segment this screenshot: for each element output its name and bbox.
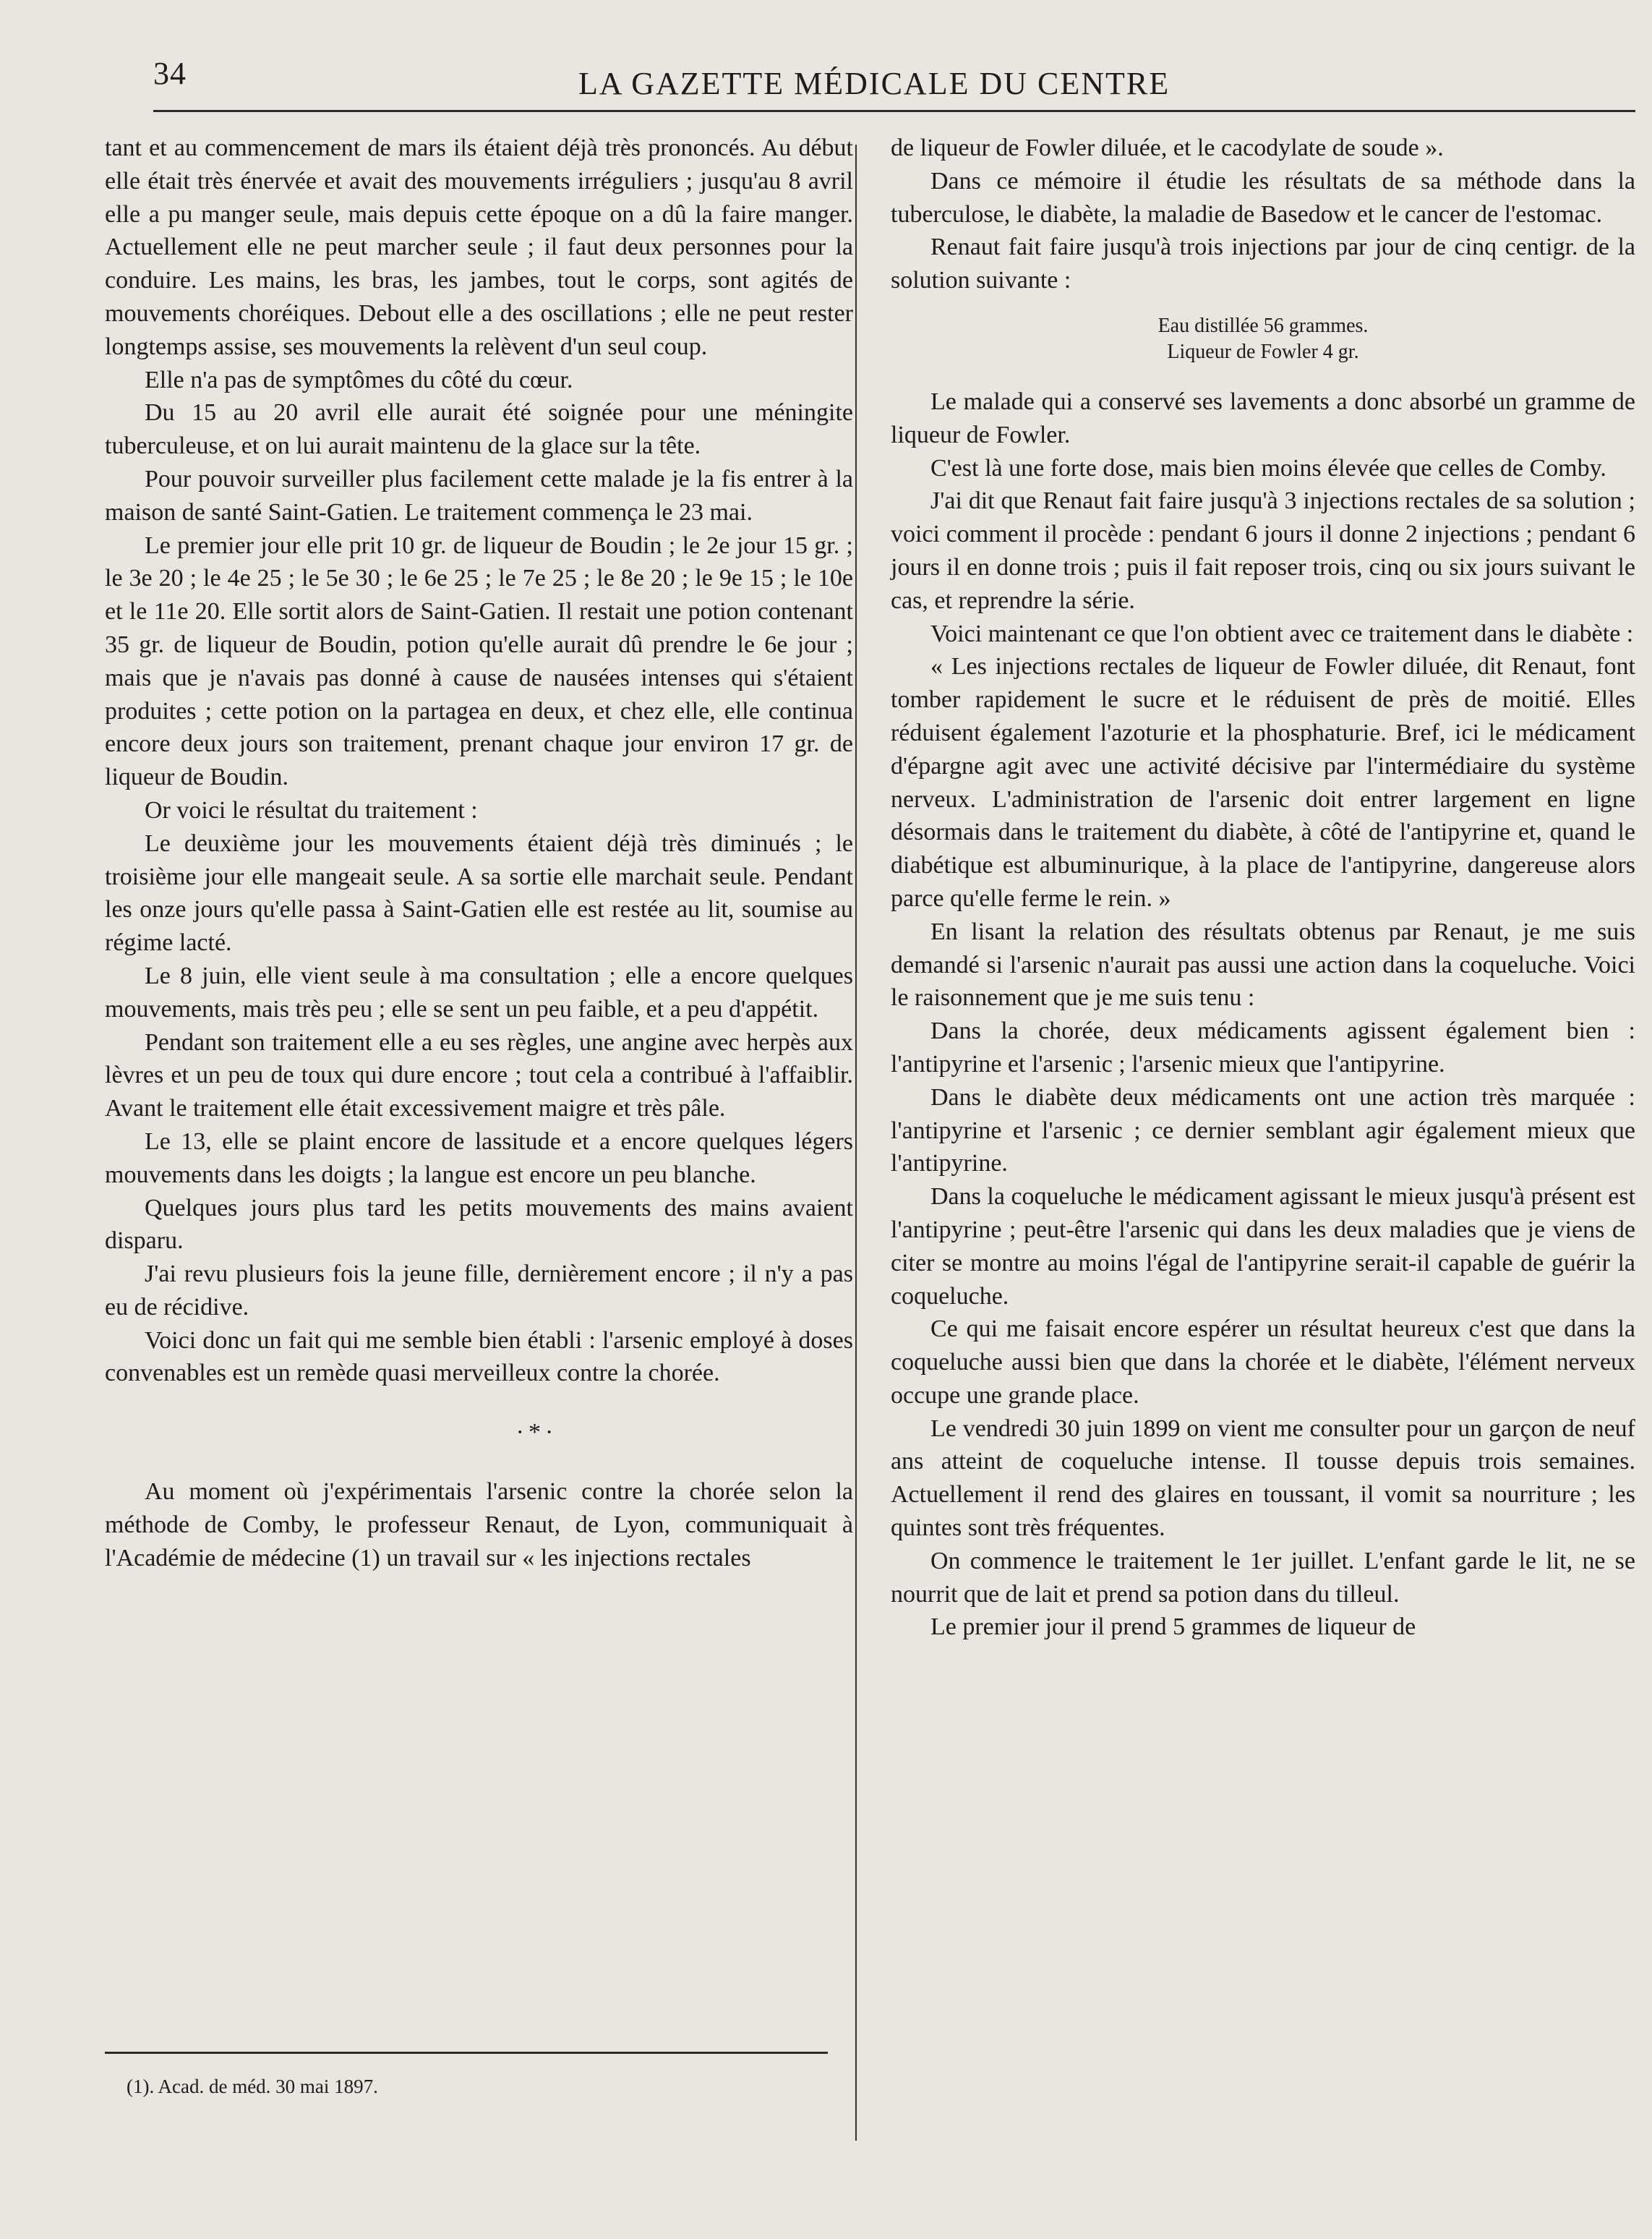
- right-column: [891, 132, 1635, 1644]
- paragraph: Le deuxième jour les mouvements étaient déjà très diminués ; le troisième jour elle mangeait seule. A sa sortie elle marchait seule. Pendant les onze jours qu'elle passa à Saint-Gatien elle est restée au lit, soumise au régime lacté.: [105, 830, 853, 957]
- paragraph: Dans la chorée, deux médicaments agissent également bien : l'antipyrine et l'arsenic ; l'arsenic mieux que l'antipyrine.: [891, 1018, 1635, 1078]
- paragraph: de liqueur de Fowler diluée, et le cacodylate de soude ».: [891, 135, 1444, 161]
- paragraph: Le vendredi 30 juin 1899 on vient me consulter pour un garçon de neuf ans atteint de coqueluche intense. Il tousse depuis trois semaines. Actuellement il rend des glaires en toussant, il vomit sa nourriture ; les quintes sont très fréquentes.: [891, 1415, 1635, 1542]
- paragraph: Dans le diabète deux médicaments ont une action très marquée : l'antipyrine et l'arsenic ; ce dernier semblant agir également mieux que l'antipyrine.: [891, 1083, 1635, 1177]
- paragraph: Le 13, elle se plaint encore de lassitude et a encore quelques légers mouvements dans les doigts ; la langue est encore un peu blanche.: [105, 1127, 853, 1188]
- paragraph: Renaut fait faire jusqu'à trois injections par jour de cinq centigr. de la solution suivante :: [891, 234, 1635, 294]
- paragraph: On commence le traitement le 1er juillet. L'enfant garde le lit, ne se nourrit que de lait et prend sa potion dans du tilleul.: [891, 1547, 1635, 1608]
- paragraph: « Les injections rectales de liqueur de Fowler diluée, dit Renaut, font tomber rapidement le sucre et le réduisent de près de moitié. Elles réduisent également l'azoturie et la phosphaturie. Bref, ici le médicament d'épargne agit avec une activité décisive par l'intermédiaire du système nerveux. L'administration de l'arsenic doit entrer largement en ligne désormais dans le traitement du diabète, à côté de l'antipyrine et, quand le diabétique est albuminurique, à la place de l'antipyrine, dangereuse alors parce qu'elle ferme le rein. »: [891, 653, 1635, 912]
- paragraph: Ce qui me faisait encore espérer un résultat heureux c'est que dans la coqueluche aussi bien que dans la chorée et le diabète, l'élément nerveux occupe une grande place.: [891, 1315, 1635, 1409]
- paragraph: Or voici le résultat du traitement :: [145, 796, 478, 824]
- paragraph: J'ai dit que Renaut fait faire jusqu'à 3 injections rectales de sa solution ; voici comment il procède : pendant 6 jours il donne 2 injections ; pendant 6 jours il en donne trois ; puis il fait reposer trois, cinq ou six jours suivant le cas, et reprendre la série.: [891, 487, 1635, 614]
- page-number: 34: [153, 56, 187, 91]
- paragraph: Dans la coqueluche le médicament agissant le mieux jusqu'à présent est l'antipyrine ; peut-être l'arsenic qui dans les deux maladies que je viens de citer se montre au moins l'égal de l'antipyrine serait-il capable de guérir la coqueluche.: [891, 1183, 1635, 1310]
- paragraph: Quelques jours plus tard les petits mouvements des mains avaient disparu.: [105, 1194, 853, 1255]
- paragraph: En lisant la relation des résultats obtenus par Renaut, je me suis demandé si l'arsenic n'aurait pas aussi une action dans la coqueluche. Voici le raisonnement que je me suis tenu :: [891, 918, 1635, 1012]
- formula-line: Liqueur de Fowler 4 gr.: [1167, 340, 1359, 363]
- paragraph: tant et au commencement de mars ils étaient déjà très prononcés. Au début elle était très énervée et avait des mouvements irréguliers ; jusqu'au 8 avril elle a pu manger seule, mais depuis cette époque on a dû la faire manger. Actuellement elle ne peut marcher seule ; il faut deux personnes pour la conduire. Les mains, les bras, les jambes, tout le corps, sont agités de mouvements choréiques. Debout elle a des oscillations ; elle ne peut rester longtemps assise, ses mouvements la relèvent d'un seul coup.: [105, 135, 853, 360]
- header-rule: [153, 110, 1635, 112]
- paragraph: C'est là une forte dose, mais bien moins élevée que celles de Comby.: [930, 454, 1606, 482]
- footnote-rule: [105, 2052, 828, 2054]
- left-column: [105, 132, 853, 1574]
- paragraph: Au moment où j'expérimentais l'arsenic contre la chorée selon la méthode de Comby, le professeur Renaut, de Lyon, communiquait à l'Académie de médecine (1) un travail sur « les injections rectales: [105, 1478, 853, 1571]
- journal-title: LA GAZETTE MÉDICALE DU CENTRE: [578, 66, 1170, 101]
- paragraph: Le malade qui a conservé ses lavements a donc absorbé un gramme de liqueur de Fowler.: [891, 388, 1635, 448]
- paragraph: J'ai revu plusieurs fois la jeune fille, dernièrement encore ; il n'y a pas eu de récidive.: [105, 1261, 853, 1321]
- section-asterism: ·*·: [515, 1419, 558, 1446]
- paragraph: Dans ce mémoire il étudie les résultats de sa méthode dans la tuberculose, le diabète, la maladie de Basedow et le cancer de l'estomac.: [891, 167, 1635, 228]
- paragraph: Le premier jour elle prit 10 gr. de liqueur de Boudin ; le 2e jour 15 gr. ; le 3e 20 ; le 4e 25 ; le 5e 30 ; le 6e 25 ; le 7e 25 ; le 8e 20 ; le 9e 15 ; le 10e et le 11e 20. Elle sortit alors de Saint-Gatien. Il restait une potion contenant 35 gr. de liqueur de Boudin, potion qu'elle aurait dû prendre le 6e jour ; mais que je n'avais pas donné à cause de nausées intenses qui s'étaient produites ; cette potion on la partagea en deux, et chez elle, elle continua encore deux jours son traitement, prenant chaque jour environ 17 gr. de liqueur de Boudin.: [105, 532, 853, 791]
- paragraph: Voici maintenant ce que l'on obtient avec ce traitement dans le diabète :: [930, 620, 1634, 647]
- paragraph: Voici donc un fait qui me semble bien établi : l'arsenic employé à doses convenables est un remède quasi merveilleux contre la chorée.: [105, 1326, 853, 1387]
- formula-block: [891, 313, 1635, 365]
- footnote: (1). Acad. de méd. 30 mai 1897.: [127, 2076, 378, 2097]
- paragraph: Pour pouvoir surveiller plus facilement cette malade je la fis entrer à la maison de santé Saint-Gatien. Le traitement commença le 23 mai.: [105, 465, 853, 526]
- paragraph: Du 15 au 20 avril elle aurait été soignée pour une méningite tuberculeuse, et on lui aurait maintenu de la glace sur la tête.: [105, 399, 853, 460]
- paragraph: Pendant son traitement elle a eu ses règles, une angine avec herpès aux lèvres et un peu de toux qui dure encore ; tout cela a contribué à l'affaiblir. Avant le traitement elle était excessivement maigre et très pâle.: [105, 1028, 853, 1122]
- column-divider: [855, 145, 857, 2141]
- paragraph: Le 8 juin, elle vient seule à ma consultation ; elle a encore quelques mouvements, mais très peu ; elle se sent un peu faible, et a peu d'appétit.: [105, 962, 853, 1023]
- paragraph: Elle n'a pas de symptômes du côté du cœur.: [145, 366, 573, 393]
- formula-line: Eau distillée 56 grammes.: [1157, 314, 1369, 337]
- paragraph: Le premier jour il prend 5 grammes de liqueur de: [930, 1613, 1416, 1641]
